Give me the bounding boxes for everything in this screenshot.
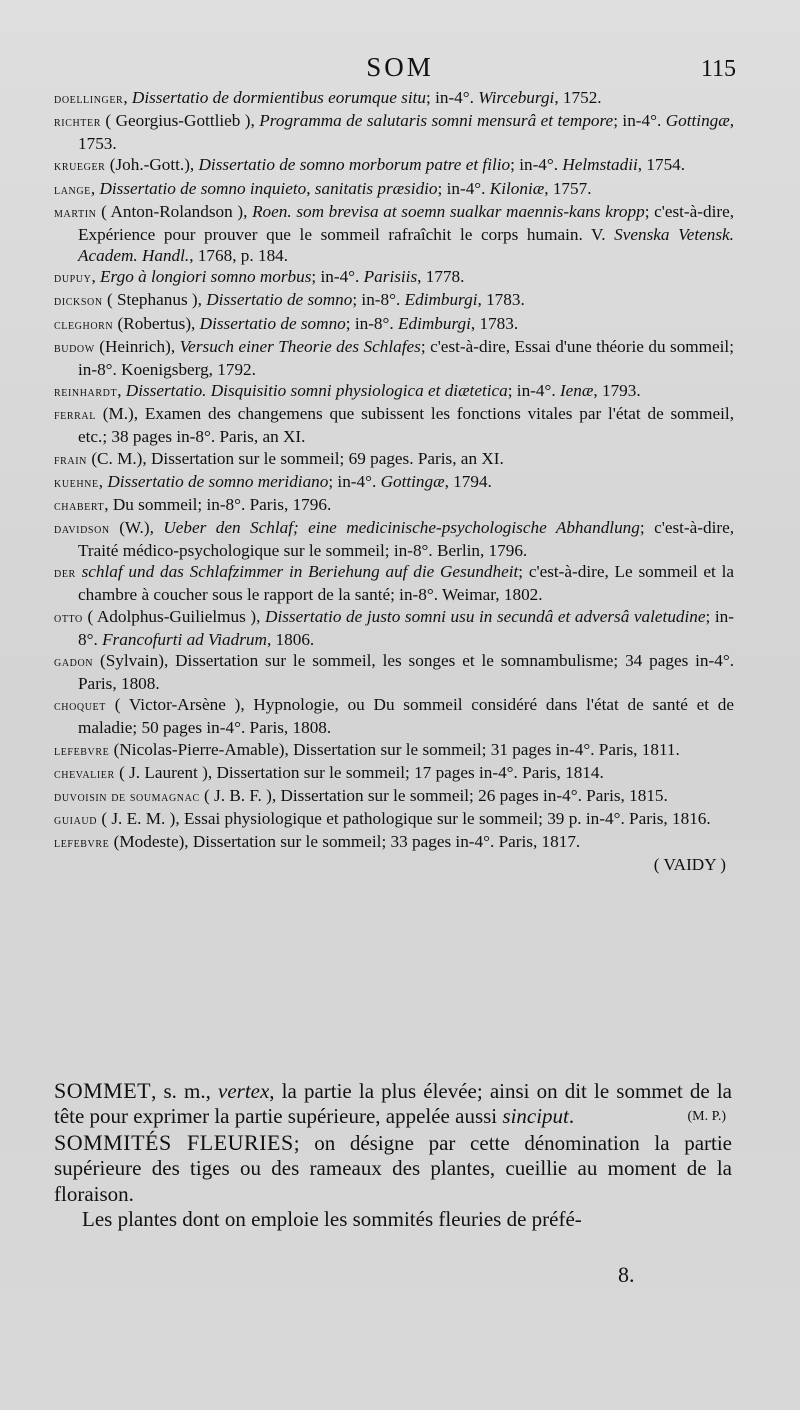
entry-pre: ( Anton-Rolandson ), (96, 201, 253, 221)
entry-pre: (Joh.-Gott.), (105, 155, 199, 175)
entry-author: cleghorn (54, 317, 114, 333)
entry-pre: (W.), (109, 517, 164, 537)
entry-title: Dissertatio de somno meridiano (107, 471, 329, 491)
entry-post: ; in-4°. (426, 88, 479, 107)
entry-post: Dissertation sur le sommeil; 69 pages. Paris, an XI. (151, 448, 504, 468)
entry-post: ; in-4°. (328, 471, 381, 491)
bibliography-entry (54, 606, 734, 650)
entry-year: , 1793. (593, 381, 641, 401)
entry-post: Examen des changemens que subissent les fonctions vitales par l'état de sommeil, etc.; 38 pages in-8°. Paris, an XI. (78, 404, 734, 447)
bibliography-entry (54, 762, 734, 785)
bibliography-entry (54, 380, 734, 403)
bibliography-entry (54, 448, 734, 471)
article-text: ; on désigne par cette dénomination la partie supérieure des tiges ou des rameaux des plantes, cueillie au moment de la floraison. (54, 1130, 733, 1206)
entry-author: richter (54, 115, 101, 131)
entry-pre: (Robertus), (113, 313, 200, 333)
entry-author: dupuy (54, 271, 92, 287)
main-text (54, 1078, 732, 1232)
entry-author: lefebvre (54, 836, 110, 852)
entry-year: , 1752. (554, 88, 602, 107)
bibliography-entry (54, 517, 734, 561)
entry-pre: (Nicolas-Pierre-Amable), (109, 739, 294, 759)
article-sommet (54, 1078, 732, 1130)
entry-title: Dissertatio de somno (199, 313, 346, 333)
entry-author: reinhardt (54, 385, 118, 401)
entry-place: Edimburgi (397, 313, 471, 333)
entry-pre: , (98, 471, 108, 491)
entry-title: Ergo à longiori somno morbus (100, 267, 312, 287)
entry-post: ; c'est-à-dire, Traité médico-psychologique sur le sommeil; in-8°. Berlin, 1796. (78, 517, 735, 561)
entry-place: Helmstadii (562, 155, 638, 175)
entry-place: Ienæ (559, 381, 594, 401)
entry-post: ; in-4°. (613, 111, 666, 131)
headword-sommet: SOMMET (54, 1078, 152, 1103)
entry-title: Roen. som brevisa at soemn sualkar maennis-kans kropp (252, 201, 645, 221)
entry-pre: (C. M.), (87, 448, 151, 468)
entry-place: Parisiis (363, 267, 418, 287)
entry-year: , 1778. (417, 267, 465, 287)
entry-year: , 1753. (78, 111, 735, 154)
entry-post: Dissertation sur le sommeil; 17 pages in-4°. Paris, 1814. (216, 762, 604, 782)
entry-year: , 1783. (470, 313, 519, 333)
entry-year: , 1768, p. 184. (189, 246, 289, 266)
entry-pre: ( J. B. F. ), (199, 785, 281, 805)
entry-author: doellinger (54, 92, 124, 107)
entry-author: frain (54, 452, 88, 468)
entry-author: kuehne (54, 475, 99, 491)
entry-place: Edimburgi (404, 290, 478, 310)
bibliography-entry (54, 110, 734, 154)
entry-pre: , (91, 267, 101, 287)
entry-pre: ( Victor-Arsène ), (105, 695, 254, 715)
entry-title: Dissertatio de somno morborum patre et filio (198, 155, 511, 175)
bibliography-entry (54, 403, 734, 447)
entry-year: , 1794. (444, 471, 492, 491)
entry-title: Dissertatio de dormientibus eorumque situ (131, 88, 427, 107)
author-signature: (M. P.) (687, 1109, 726, 1125)
entry-post: Dissertation sur le sommeil; 31 pages in-4°. Paris, 1811. (293, 739, 680, 759)
entry-post: ; in-4°. (437, 178, 490, 198)
bibliography-entry (54, 289, 734, 312)
entry-title: Dissertatio de justo somni usu in secundâ et adversâ valetudine (265, 606, 706, 626)
entry-pre: ( Stephanus ), (102, 290, 207, 310)
entry-author: choquet (54, 699, 106, 715)
entry-title: Ueber den Schlaf; eine medicinische-psychologische Abhandlung (163, 517, 640, 537)
entry-author: lange (54, 182, 91, 198)
entry-author: duvoisin de soumagnac (54, 789, 200, 805)
article-sommites (54, 1130, 732, 1207)
bibliography-entry (54, 266, 734, 289)
entry-place: Francofurti ad Viadrum (102, 629, 267, 649)
bibliography-entry (54, 831, 734, 854)
bibliography-entry (54, 561, 734, 605)
entry-pre: ( Adolphus-Guilielmus ), (82, 606, 266, 626)
entry-pre: ( J. Laurent ), (114, 762, 217, 782)
entry-pre: ( J. E. M. ), (97, 809, 184, 828)
entry-title: Dissertatio de somno inquieto, sanitatis præsidio (99, 178, 438, 198)
entry-post: Essai physiologique et pathologique sur le sommeil; 39 p. in-4°. Paris, 1816. (183, 809, 711, 828)
entry-author: gadon (54, 654, 94, 670)
bibliography-entry (54, 336, 734, 380)
entry-pre: (Modeste), (109, 832, 193, 852)
entry-author: lefebvre (54, 743, 110, 759)
folio-signature: 8. (618, 1262, 635, 1287)
entry-pre: , (104, 494, 113, 514)
entry-post: ; in-8°. (78, 606, 734, 649)
entry-post: ; in-8°. (352, 290, 405, 310)
bibliography-entry (54, 471, 734, 494)
article-text: . (568, 1104, 575, 1129)
bibliography (54, 87, 734, 875)
entry-place: Kiloniæ (489, 178, 545, 198)
entry-author: ferral (54, 408, 96, 424)
entry-author: budow (54, 340, 95, 356)
entry-author: chabert (54, 498, 105, 514)
entry-title: Dissertatio. Disquisitio somni physiologica et diætetica (125, 381, 508, 401)
entry-year: , 1806. (266, 629, 315, 649)
entry-post: ; in-4°. (507, 381, 560, 401)
entry-author: davidson (54, 521, 110, 537)
page-number: 115 (700, 56, 736, 82)
entry-author: krueger (54, 159, 106, 175)
entry-title: schlaf und das Schlafzimmer in Beriehung auf die Gesundheit (81, 562, 519, 582)
entry-pre: (Sylvain), (93, 650, 176, 670)
bibliography-entry (54, 785, 734, 808)
page-title: SOM (366, 52, 434, 82)
entry-post: Dissertation sur le sommeil, les songes et le somnambulisme; 34 pages in-4°. Paris, 1808. (78, 650, 734, 694)
entry-year: , 1757. (544, 178, 592, 198)
bibliography-entry (54, 313, 734, 336)
entry-pre: , (117, 381, 126, 401)
entry-author: martin (54, 205, 97, 221)
entry-post: Dissertation sur le sommeil; 26 pages in-4°. Paris, 1815. (280, 785, 668, 805)
bibliography-entry (54, 494, 734, 517)
entry-pre: , (123, 88, 132, 107)
bibliography-entry (54, 694, 734, 738)
headword-sommites: SOMMITÉS FLEURIES (54, 1129, 294, 1155)
article-continuation: Les plantes dont on emploie les sommités fleuries de préfé- (82, 1207, 582, 1232)
entry-post: Dissertation sur le sommeil; 33 pages in-4°. Paris, 1817. (192, 832, 581, 852)
running-head (0, 52, 800, 88)
entry-title: Dissertatio de somno (206, 290, 353, 310)
bibliography-entry (54, 201, 734, 266)
entry-place: Wirceburgi (478, 88, 555, 107)
entry-title: Versuch einer Theorie des Schlafes (179, 336, 421, 356)
entry-post: ; in-4°. (510, 155, 563, 175)
bibliography-signature: ( VAIDY ) (653, 855, 726, 875)
entry-post: ; c'est-à-dire, Essai d'une théorie du sommeil; in-8°. Koenigsberg, 1792. (78, 336, 734, 379)
entry-pre: (Heinrich), (94, 336, 180, 356)
entry-author: chevalier (54, 766, 115, 782)
entry-place: Svenska Vetensk. Academ. Handl. (78, 224, 734, 266)
entry-post: Hypnologie, ou Du sommeil considéré dans l'état de santé et de maladie; 50 pages in-4°. Paris, 1808. (78, 695, 734, 738)
entry-year: , 1754. (637, 155, 686, 175)
entry-pre: , (90, 178, 100, 198)
entry-author: otto (54, 610, 83, 626)
entry-place: Gottingæ (380, 471, 445, 491)
bibliography-entry (54, 739, 734, 762)
entry-post: ; in-8°. (345, 313, 398, 333)
bibliography-entry (54, 178, 734, 201)
entry-author: dickson (54, 294, 103, 310)
entry-post: ; c'est-à-dire, Expérience pour prouver que le sommeil rafraîchit le corps humain. V. (78, 201, 735, 244)
entry-title: Programma de salutaris somni mensurâ et tempore (259, 111, 614, 131)
entry-place: Gottingæ (665, 111, 730, 131)
entry-post: ; c'est-à-dire, Le sommeil et la chambre à coucher sous le rapport de la santé; in-8°. Weimar, 1802. (78, 562, 734, 605)
entry-author: guiaud (54, 813, 98, 828)
latin-term: vertex (218, 1079, 270, 1103)
entry-pre: (M.), (95, 404, 145, 424)
article-text: , s. m., (151, 1079, 218, 1103)
bibliography-entry (54, 154, 734, 177)
latin-term: sinciput (502, 1104, 569, 1129)
bibliography-entry (54, 87, 734, 110)
entry-author: der (54, 566, 76, 582)
entry-post: Du sommeil; in-8°. Paris, 1796. (112, 494, 332, 514)
bibliography-entry (54, 650, 734, 694)
entry-post: ; in-4°. (311, 267, 364, 287)
bibliography-entry (54, 808, 734, 831)
entry-year: , 1783. (477, 290, 525, 310)
entry-pre: ( Georgius-Gottlieb ), (100, 111, 260, 131)
article-text: , la partie la plus élevée; ainsi on dit le sommet de la tête pour exprimer la partie supérieure, appelée aussi (54, 1079, 732, 1129)
